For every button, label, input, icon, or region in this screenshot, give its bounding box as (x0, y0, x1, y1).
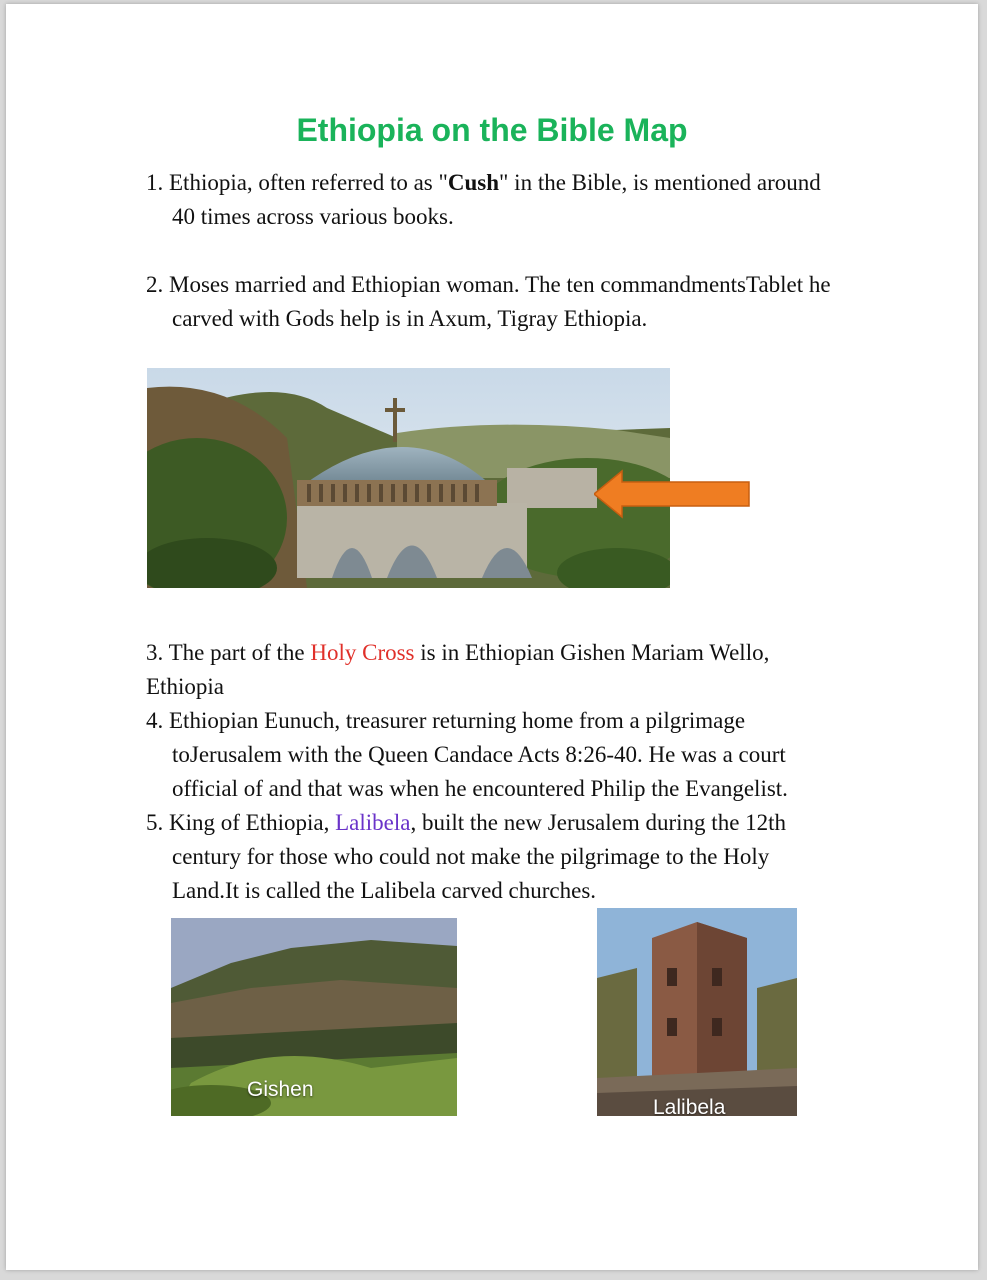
item-1-line-1: 1. Ethiopia, often referred to as "Cush" in the Bible, is mentioned around (146, 170, 821, 195)
item-5-line-2: century for those who could not make the pilgrimage to the Holy (172, 844, 770, 869)
list-item-5 (146, 806, 786, 908)
lalibela-caption: Lalibela (653, 1096, 726, 1116)
page-title: Ethiopia on the Bible Map (296, 112, 688, 148)
lalibela-photo (597, 908, 797, 1116)
item-2-number: 2. (146, 272, 164, 297)
cush-bold-text: Cush (447, 170, 500, 195)
list-item-1 (146, 166, 821, 234)
list-item-2 (146, 268, 831, 336)
lalibela-highlight: Lalibela (335, 810, 411, 835)
item-3-number: 3. (146, 640, 164, 665)
gishen-photo (171, 918, 457, 1116)
item-2-line-2: carved with Gods help is in Axum, Tigray Ethiopia. (172, 306, 648, 331)
item-5-line-1: 5. King of Ethiopia, Lalibela, built the new Jerusalem during the 12th (146, 810, 787, 835)
item-4-line-1: 4. Ethiopian Eunuch, treasurer returning home from a pilgrimage (146, 708, 746, 733)
item-5-line-3: Land.It is called the Lalibela carved churches. (172, 878, 597, 903)
item-5-number: 5. (146, 810, 164, 835)
axum-church-photo (147, 368, 670, 588)
item-3-line-1: 3. The part of the Holy Cross is in Ethiopian Gishen Mariam Wello, (146, 640, 770, 665)
item-2-line-1: 2. Moses married and Ethiopian woman. The ten commandmentsTablet he (146, 272, 831, 297)
item-1-number: 1. (146, 170, 164, 195)
left-arrow-icon (594, 469, 752, 519)
item-3-line-2: Ethiopia (146, 674, 224, 699)
holy-cross-highlight: Holy Cross (310, 640, 415, 665)
list-item-3 (146, 636, 769, 704)
item-4-line-3: official of and that was when he encountered Philip the Evangelist. (172, 776, 788, 801)
item-1-line-2: 40 times across various books. (172, 204, 454, 229)
document-page (6, 4, 978, 1270)
item-4-number: 4. (146, 708, 164, 733)
item-4-line-2: toJerusalem with the Queen Candace Acts 8:26-40. He was a court (172, 742, 786, 767)
list-item-4 (146, 704, 788, 806)
gishen-caption: Gishen (247, 1078, 314, 1101)
